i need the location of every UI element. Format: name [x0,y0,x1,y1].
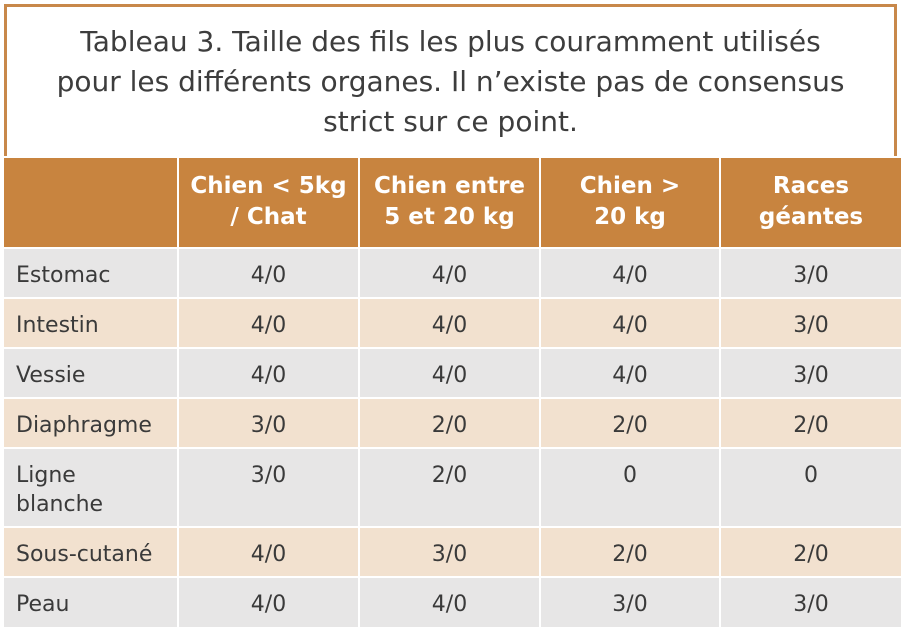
table-cell: 3/0 [178,398,359,448]
caption-line: strict sur ce point. [323,105,578,138]
table-row [4,577,901,627]
table-cell: 4/0 [359,248,540,298]
table-row [4,348,901,398]
table-cell: 2/0 [359,398,540,448]
row-label: Peau [4,577,178,627]
table-row [4,248,901,298]
caption-line: pour les différents organes. Il n’existe pas de consensus [56,65,845,98]
header-text: Chien entre [373,173,526,199]
header-giant-breeds [720,158,901,248]
table-cell: 2/0 [540,398,720,448]
caption-line: Tableau 3. Taille des fils les plus couramment utilisés [80,25,821,58]
table-cell: 0 [540,448,720,527]
table-cell: 4/0 [178,527,359,577]
table-cell: 3/0 [359,527,540,577]
table-cell: 0 [720,448,901,527]
header-text: 5 et 20 kg [384,204,515,230]
table-cell: 3/0 [720,248,901,298]
header-text: 20 kg [594,204,666,230]
header-text: Chien > [579,173,681,199]
table-cell: 3/0 [720,298,901,348]
table-cell: 3/0 [178,448,359,527]
row-label: Estomac [4,248,178,298]
header-large-dog [540,158,720,248]
table-row [4,448,901,527]
header-row [4,158,901,248]
header-text: / Chat [230,204,307,230]
header-small-dog-cat [178,158,359,248]
row-label: Vessie [4,348,178,398]
table-cell: 4/0 [178,298,359,348]
table-cell: 4/0 [540,348,720,398]
row-label: Ligne blanche [4,448,178,527]
table-cell: 4/0 [359,298,540,348]
table-cell: 2/0 [720,527,901,577]
table-cell: 4/0 [178,348,359,398]
table-cell: 4/0 [359,348,540,398]
table-row [4,298,901,348]
header-text: Races [772,173,850,199]
table-row [4,398,901,448]
header-text: Chien < 5kg [190,173,347,199]
header-text: géantes [758,204,864,230]
table-cell: 3/0 [720,348,901,398]
table-cell: 4/0 [540,248,720,298]
row-label: Sous-cutané [4,527,178,577]
table-cell: 4/0 [178,577,359,627]
row-label: Intestin [4,298,178,348]
table-cell: 2/0 [720,398,901,448]
table-cell: 4/0 [540,298,720,348]
table-cell: 2/0 [359,448,540,527]
table-cell: 3/0 [720,577,901,627]
table-cell: 3/0 [540,577,720,627]
row-label: Diaphragme [4,398,178,448]
table-caption [4,22,897,142]
header-medium-dog [359,158,540,248]
table-row [4,527,901,577]
suture-size-table [4,158,901,627]
table-cell: 4/0 [178,248,359,298]
table-cell: 4/0 [359,577,540,627]
table-cell: 2/0 [540,527,720,577]
header-empty [4,158,178,248]
